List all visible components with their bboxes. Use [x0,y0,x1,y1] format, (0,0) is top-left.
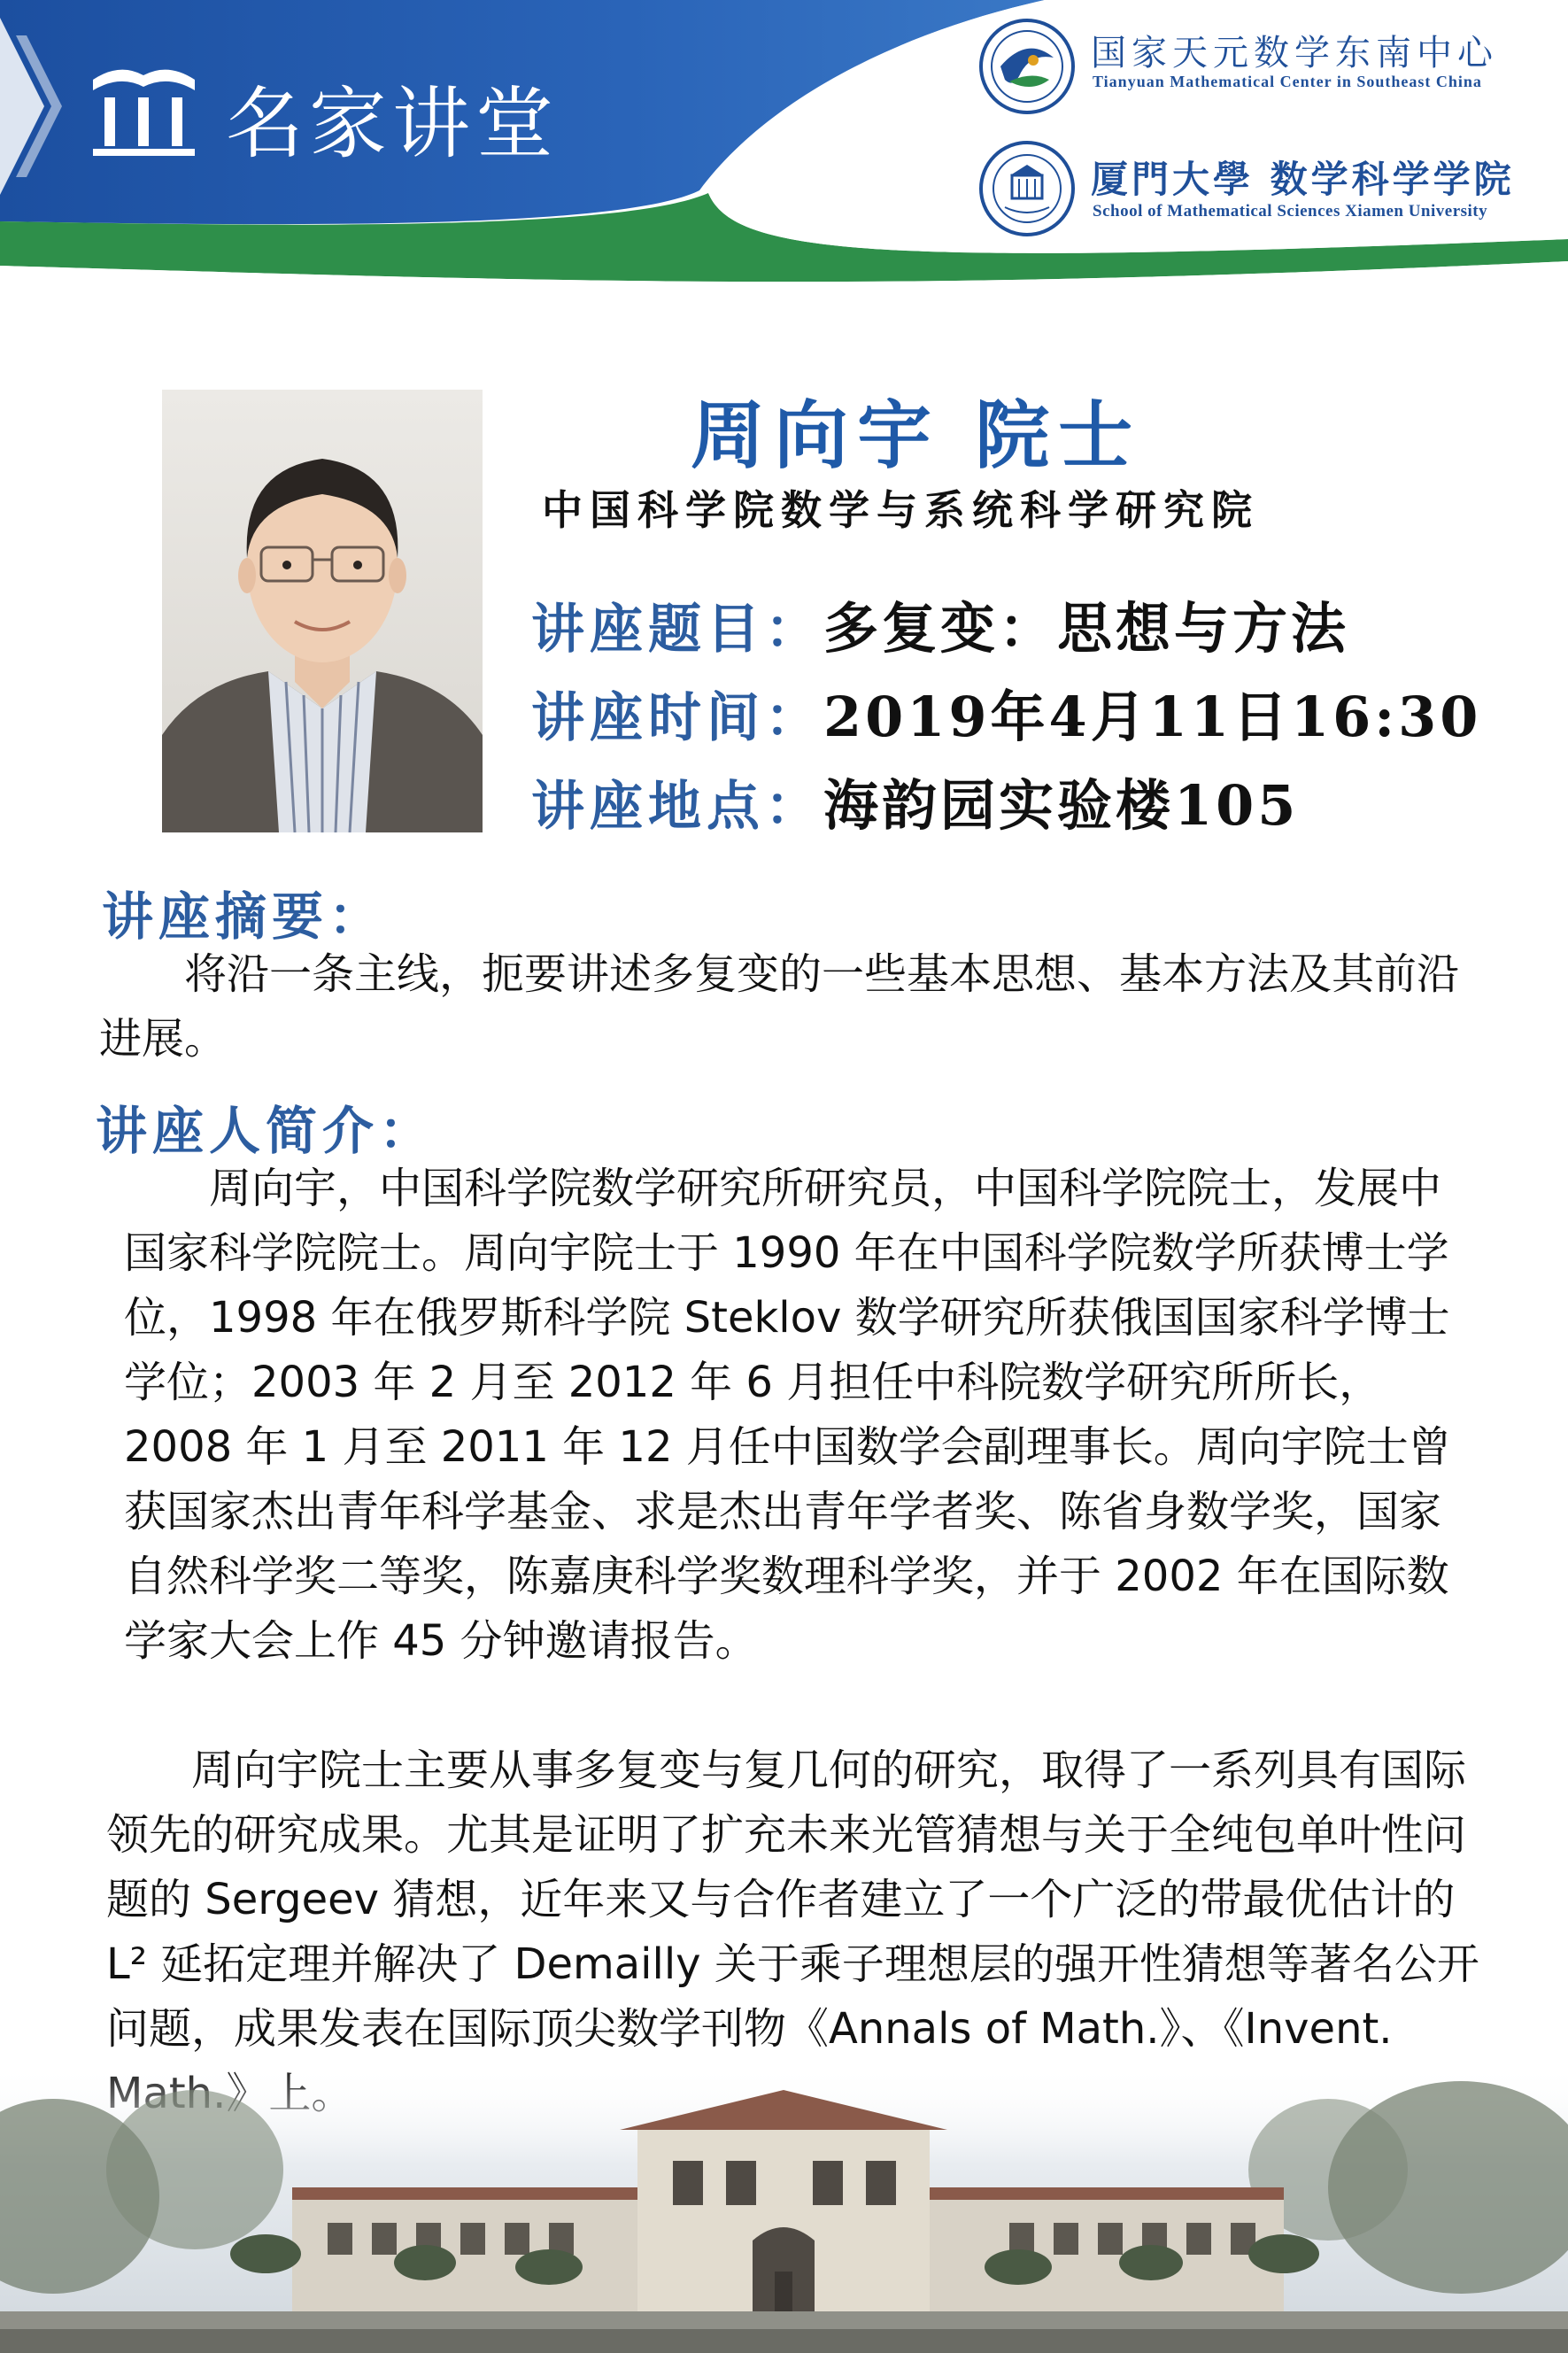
bio-paragraph-2: 周向宇院士主要从事多复变与复几何的研究，取得了一系列具有国际领先的研究成果。尤其是证明了扩充未来光管猜想与关于全纯包单叶性问题的 Sergeev 猜想，近年来又与合作者建立了一个广泛的带最优估计的 L² 延拓定理并解决了 Demailly 关于乘子理想层的强开性猜想等著名公开问题，成果发表在国际顶尖数学刊物《Annals of Math.》、《Invent. [106,1745,1479,2054]
school-emblem-icon [978,140,1076,237]
speaker-portrait [162,390,483,832]
org1-name-zh: 国家天元数学东南中心 [1091,33,1498,74]
lecture-time-row [531,673,1481,752]
org2-name-en: School of Mathematical Sciences Xiamen University [1093,202,1488,221]
book-columns-icon [89,62,199,159]
abstract-heading: 讲座摘要： [102,886,386,947]
bio-paragraph-1: 周向宇，中国科学院数学研究所研究员，中国科学院院士，发展中国家科学院院士。周向宇院士于 1990 年在中国科学院数学所获博士学位，1998 年在俄罗斯科学院 Steklov 数学研究所获俄国国家科学博士学位；2003 年 2 月至 2012 年 6 月担任中科院数学研究所所长，2008 年 1 月至 2011 年 12 月任中国数学会副理事长。周向宇院士曾获国家杰出青年科学基金、求是杰出青年学者奖、陈省身数学奖，国家自然科学奖二等奖，陈嘉庚科学奖数理科学奖，并于 2002 年在国际数学家大会上作 45 分钟邀请报告。 [124,1164,1451,1666]
lecture-place-label: 讲座地点： [531,776,823,838]
lecture-topic-row [531,584,1349,663]
series-title: 名家讲堂 [226,78,560,169]
bio-heading: 讲座人简介： [96,1101,436,1161]
speaker-institution: 中国科学院数学与系统科学研究院 [542,486,1259,534]
lecture-topic-label: 讲座题目： [531,599,823,661]
org1-name-en: Tianyuan Mathematical Center in Southeast China [1093,73,1482,90]
lecture-time-value: 2019年4月11日16:30 [823,685,1482,749]
lecture-place-value: 海韵园实验楼105 [823,773,1300,838]
lecture-topic-value: 多复变：思想与方法 [823,596,1350,661]
lecture-place-row [531,762,1299,840]
lecture-time-label: 讲座时间： [531,687,823,749]
abstract-text: 将沿一条主线，扼要讲述多复变的一些基本思想、基本方法及其前沿进展。 [99,949,1460,1064]
tianyuan-emblem-icon [978,18,1076,115]
speaker-name: 周向宇 院士 [691,392,1142,479]
org2-name-zh: 厦門大學 数学科学学院 [1091,158,1515,201]
campus-building-image [0,2063,1568,2353]
